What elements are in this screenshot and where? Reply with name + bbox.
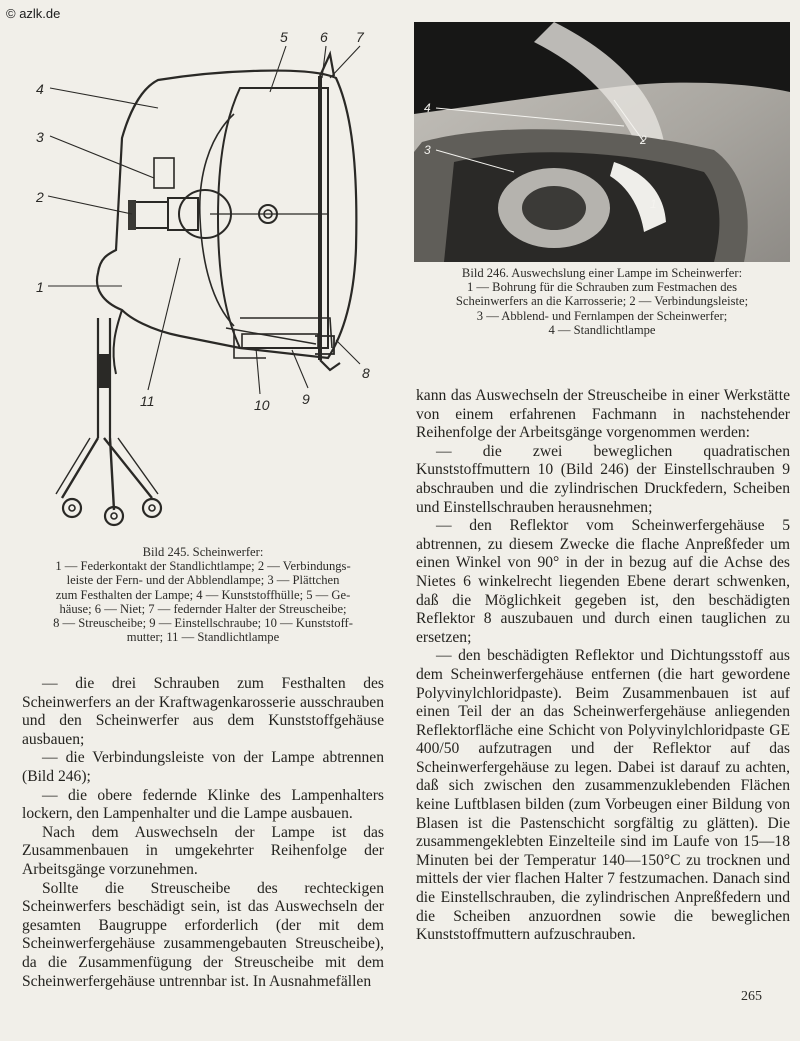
lamp-replacement-photo — [414, 22, 790, 262]
caption-line: Scheinwerfers an die Karrosserie; 2 — Verbindungsleiste; — [455, 294, 749, 309]
paragraph: — die zwei beweglichen quadratischen Kunststoffmuttern 10 (Bild 246) der Einstellschrauben 9 abschrauben und die zylindrischen Druckfedern, Scheiben und Einstellschrauben herausnehmen; — [416, 442, 790, 516]
caption-line: zum Festhalten der Lampe; 4 — Kunststoffhülle; 5 — Ge- — [55, 587, 351, 602]
callout-2: 2 — [36, 189, 44, 205]
paragraph: Nach dem Auswechseln der Lampe ist das Zusammenbauen in umgekehrter Reihenfolge der Arbeitsgänge vorzunehmen. — [22, 823, 384, 878]
callout-3: 3 — [36, 129, 44, 145]
paragraph: — den beschädigten Reflektor und Dichtungsstoff aus dem Scheinwerfergehäuse entfernen (die hart gewordene Polyvinylchloridpaste). Beim Zusammenbauen ist auf einen Teil der an das Scheinwerfergehäuse anliegenden Reflektorfläche eine Schicht von Polyvinylchloridpaste GE 400/50 aufzutragen und der Reflektor auf das Scheinwerfergehäuse zu legen. Dabei ist darauf zu achten, daß sich zwischen den zusammenzuklebenden Flächen keine Luftblasen bilden (zum Vorbeugen einer Bildung von Blasen ist die Pastenschicht sorgfältig zu glätten). Die zusammengeklebten Einzelteile sind im Laufe von 15—18 Minuten bei der Temperatur 140—150°C zu trocknen und mittels der vier flachen Halter 7 festzumachen. Danach sind die Einstellschrauben, die zylindrischen Anpreßfedern und die Scheiben anzuordnen sowie die beweglichen Kunststoffmuttern aufzuschrauben. — [416, 647, 790, 944]
callout-6: 6 — [320, 29, 328, 45]
callout-4: 4 — [36, 81, 44, 97]
caption-line: 3 — Abblend- und Fernlampen der Scheinwerfer; — [476, 308, 728, 323]
figure-246-caption — [414, 266, 790, 337]
callout-7: 7 — [356, 29, 364, 45]
page-number: 265 — [741, 989, 762, 1004]
paragraph: — den Reflektor vom Scheinwerfergehäuse 5 abtrennen, zu diesem Zwecke die flache Anpreßfeder um einen Winkel von 90° in der in bezug auf die Achse des Nietes 6 winkelrecht liegenden Ebene derart schwenken, daß die Möglichkeit gegeben ist, den beschädigten Reflektor 8 auszubauen und durch einen tauglichen zu ersetzen; — [416, 517, 790, 646]
photo-callout-1: 1 — [650, 197, 657, 211]
callout-5: 5 — [280, 29, 288, 45]
paragraph: — die Verbindungsleiste von der Lampe abtrennen (Bild 246); — [22, 749, 384, 785]
photo-callout-4: 4 — [424, 101, 431, 115]
caption-line: 4 — Standlichtlampe — [548, 322, 656, 337]
photo-callout-3: 3 — [424, 143, 431, 157]
watermark: © azlk.de — [6, 6, 61, 21]
caption-line: Bild 246. Auswechslung einer Lampe im Scheinwerfer: — [461, 266, 743, 280]
paragraph: — die obere federnde Klinke des Lampenhalters lockern, den Lampenhalter und die Lampe ausbauen. — [22, 786, 384, 823]
caption-line: Bild 245. Scheinwerfer: — [142, 545, 264, 559]
callout-10: 10 — [254, 397, 270, 413]
headlight-cross-section-drawing — [30, 18, 390, 538]
caption-line: 8 — Streuscheibe; 9 — Einstellschraube; 10 — Kunststoff- — [53, 616, 353, 631]
callout-1: 1 — [36, 279, 44, 295]
callout-8: 8 — [362, 365, 370, 381]
callout-11: 11 — [140, 393, 155, 409]
caption-line: 1 — Bohrung für die Schrauben zum Festmachen des — [466, 280, 737, 295]
caption-line: mutter; 11 — Standlichtlampe — [126, 630, 280, 645]
right-text-column — [416, 387, 790, 945]
paragraph: kann das Auswechseln der Streuscheibe in einer Werkstätte von einem erfahrenen Fachmann in nachstehender Reihenfolge der Arbeitsgänge vorgenommen werden: — [416, 387, 790, 442]
caption-line: häuse; 6 — Niet; 7 — federnder Halter der Streuscheibe; — [59, 601, 347, 616]
caption-line: leiste der Fern- und der Abblendlampe; 3 — Plättchen — [66, 573, 340, 588]
figure-245-caption — [24, 545, 382, 644]
left-text-column — [22, 675, 384, 991]
paragraph: Sollte die Streuscheibe des rechteckigen Scheinwerfers beschädigt sein, ist das Auswechseln der gesamten Baugruppe erforderlich (der mit dem Scheinwerfergehäuse zusammengebauten Streuscheibe), da die Zusammenfügung der Streuscheibe mit dem Scheinwerfergehäuse untrennbar ist. In Ausnahmefällen — [22, 879, 384, 990]
caption-line: 1 — Federkontakt der Standlichtlampe; 2 — Verbindungs- — [55, 559, 351, 574]
paragraph: — die drei Schrauben zum Festhalten des Scheinwerfers an der Kraftwagenkarosserie ausschrauben und den Scheinwerfer aus dem Kunststoffgehäuse ausbauen; — [22, 675, 384, 748]
callout-9: 9 — [302, 391, 310, 407]
photo-callout-2: 2 — [640, 133, 647, 147]
